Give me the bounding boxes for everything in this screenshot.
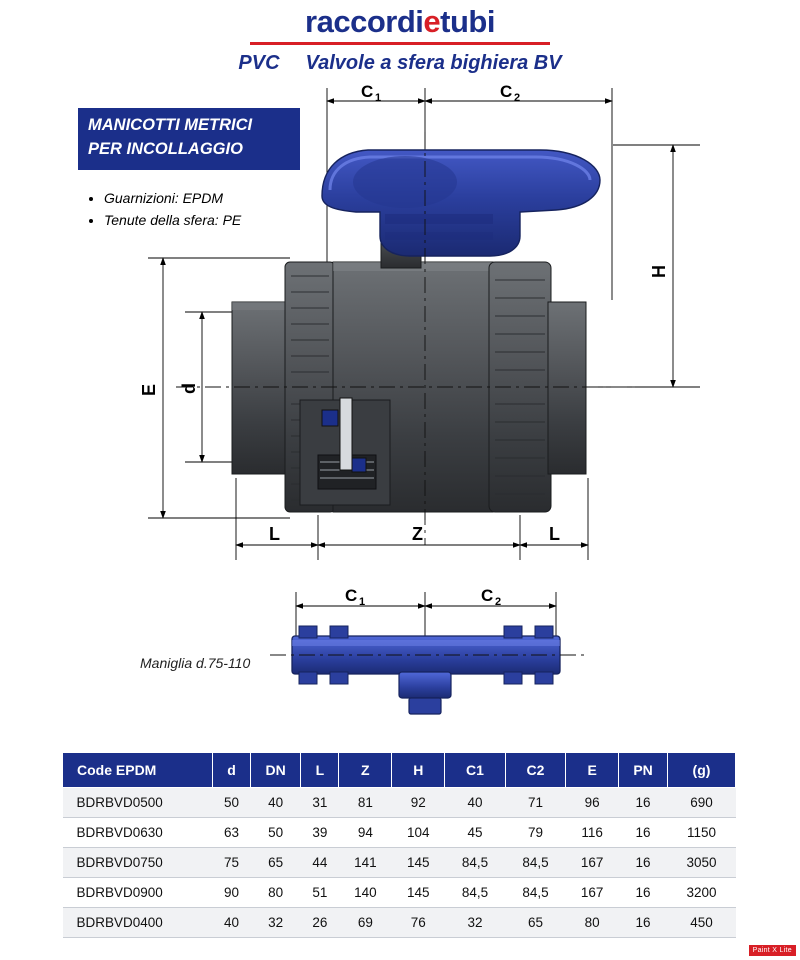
spec-table-container xyxy=(62,752,736,938)
col-c1: C1 xyxy=(445,753,505,788)
cell-pn: 16 xyxy=(619,788,668,818)
svg-text:2: 2 xyxy=(495,596,502,608)
cell-l: 44 xyxy=(301,848,339,878)
cell-h: 145 xyxy=(392,878,445,908)
cell-weight: 690 xyxy=(667,788,735,818)
cell-c1: 40 xyxy=(445,788,505,818)
cell-h: 76 xyxy=(392,908,445,938)
cell-h: 104 xyxy=(392,818,445,848)
cell-e: 116 xyxy=(566,818,619,848)
svg-text:C: C xyxy=(361,82,374,101)
col-c2: C2 xyxy=(505,753,565,788)
col-e: E xyxy=(566,753,619,788)
svg-text:H: H xyxy=(649,265,669,278)
cell-e: 167 xyxy=(566,848,619,878)
cell-c2: 65 xyxy=(505,908,565,938)
svg-text:C: C xyxy=(345,586,358,605)
col-d: d xyxy=(213,753,251,788)
cell-h: 92 xyxy=(392,788,445,818)
cell-c2: 84,5 xyxy=(505,878,565,908)
svg-text:E: E xyxy=(139,383,159,396)
subtitle-product: Valvole a sfera bighiera BV xyxy=(305,52,562,74)
logo-text-raccordi: raccordi xyxy=(305,4,424,39)
watermark-badge: Paint X Lite xyxy=(749,945,796,956)
list-item: • Tenute della sfera: PE xyxy=(104,210,241,232)
cell-c2: 71 xyxy=(505,788,565,818)
cell-z: 141 xyxy=(339,848,392,878)
cell-pn: 16 xyxy=(619,878,668,908)
cell-d: 63 xyxy=(213,818,251,848)
cell-z: 81 xyxy=(339,788,392,818)
col-dn: DN xyxy=(250,753,300,788)
cell-code: BDRBVD0630 xyxy=(63,818,213,848)
cell-code: BDRBVD0400 xyxy=(63,908,213,938)
svg-text:C: C xyxy=(500,82,513,101)
table-header-row xyxy=(63,753,736,788)
logo-text-e: e xyxy=(423,4,441,39)
col-code: Code EPDM xyxy=(63,753,213,788)
list-item: • Guarnizioni: EPDM xyxy=(104,188,241,210)
table-row xyxy=(63,788,736,818)
svg-text:L: L xyxy=(269,524,280,544)
svg-text:2: 2 xyxy=(514,92,521,104)
cell-code: BDRBVD0750 xyxy=(63,848,213,878)
cell-d: 50 xyxy=(213,788,251,818)
cell-d: 90 xyxy=(213,878,251,908)
cell-z: 140 xyxy=(339,878,392,908)
cell-weight: 3050 xyxy=(667,848,735,878)
cell-d: 75 xyxy=(213,848,251,878)
cell-dn: 40 xyxy=(250,788,300,818)
col-l: L xyxy=(301,753,339,788)
cell-h: 145 xyxy=(392,848,445,878)
cell-code: BDRBVD0500 xyxy=(63,788,213,818)
cell-dn: 65 xyxy=(250,848,300,878)
cell-c1: 32 xyxy=(445,908,505,938)
cell-l: 31 xyxy=(301,788,339,818)
col-h: H xyxy=(392,753,445,788)
callout-line-1: MANICOTTI METRICI xyxy=(88,116,253,134)
svg-text:L: L xyxy=(549,524,560,544)
svg-text:1: 1 xyxy=(359,596,366,608)
cell-weight: 450 xyxy=(667,908,735,938)
cell-e: 80 xyxy=(566,908,619,938)
table-row xyxy=(63,848,736,878)
cell-dn: 50 xyxy=(250,818,300,848)
table-row xyxy=(63,878,736,908)
cell-l: 51 xyxy=(301,878,339,908)
svg-text:d: d xyxy=(179,383,199,394)
cell-pn: 16 xyxy=(619,908,668,938)
handle-caption: Maniglia d.75-110 xyxy=(140,655,251,671)
cell-e: 167 xyxy=(566,878,619,908)
cell-c1: 84,5 xyxy=(445,878,505,908)
cell-code: BDRBVD0900 xyxy=(63,878,213,908)
cell-c2: 79 xyxy=(505,818,565,848)
cell-z: 94 xyxy=(339,818,392,848)
cell-weight: 3200 xyxy=(667,878,735,908)
cell-c1: 84,5 xyxy=(445,848,505,878)
cell-weight: 1150 xyxy=(667,818,735,848)
subtitle-material: PVC xyxy=(238,52,280,74)
svg-text:Z: Z xyxy=(412,524,423,544)
cell-d: 40 xyxy=(213,908,251,938)
cell-c1: 45 xyxy=(445,818,505,848)
cell-dn: 80 xyxy=(250,878,300,908)
cell-pn: 16 xyxy=(619,848,668,878)
cell-c2: 84,5 xyxy=(505,848,565,878)
spec-table xyxy=(62,752,736,938)
col-pn: PN xyxy=(619,753,668,788)
logo-text-tubi: tubi xyxy=(440,4,495,39)
col-weight: (g) xyxy=(667,753,735,788)
svg-text:C: C xyxy=(481,586,494,605)
table-row xyxy=(63,818,736,848)
cell-l: 26 xyxy=(301,908,339,938)
cell-z: 69 xyxy=(339,908,392,938)
cell-l: 39 xyxy=(301,818,339,848)
col-z: Z xyxy=(339,753,392,788)
cell-e: 96 xyxy=(566,788,619,818)
cell-pn: 16 xyxy=(619,818,668,848)
cell-dn: 32 xyxy=(250,908,300,938)
svg-text:1: 1 xyxy=(375,92,382,104)
callout-line-2: PER INCOLLAGGIO xyxy=(88,139,243,158)
table-row xyxy=(63,908,736,938)
